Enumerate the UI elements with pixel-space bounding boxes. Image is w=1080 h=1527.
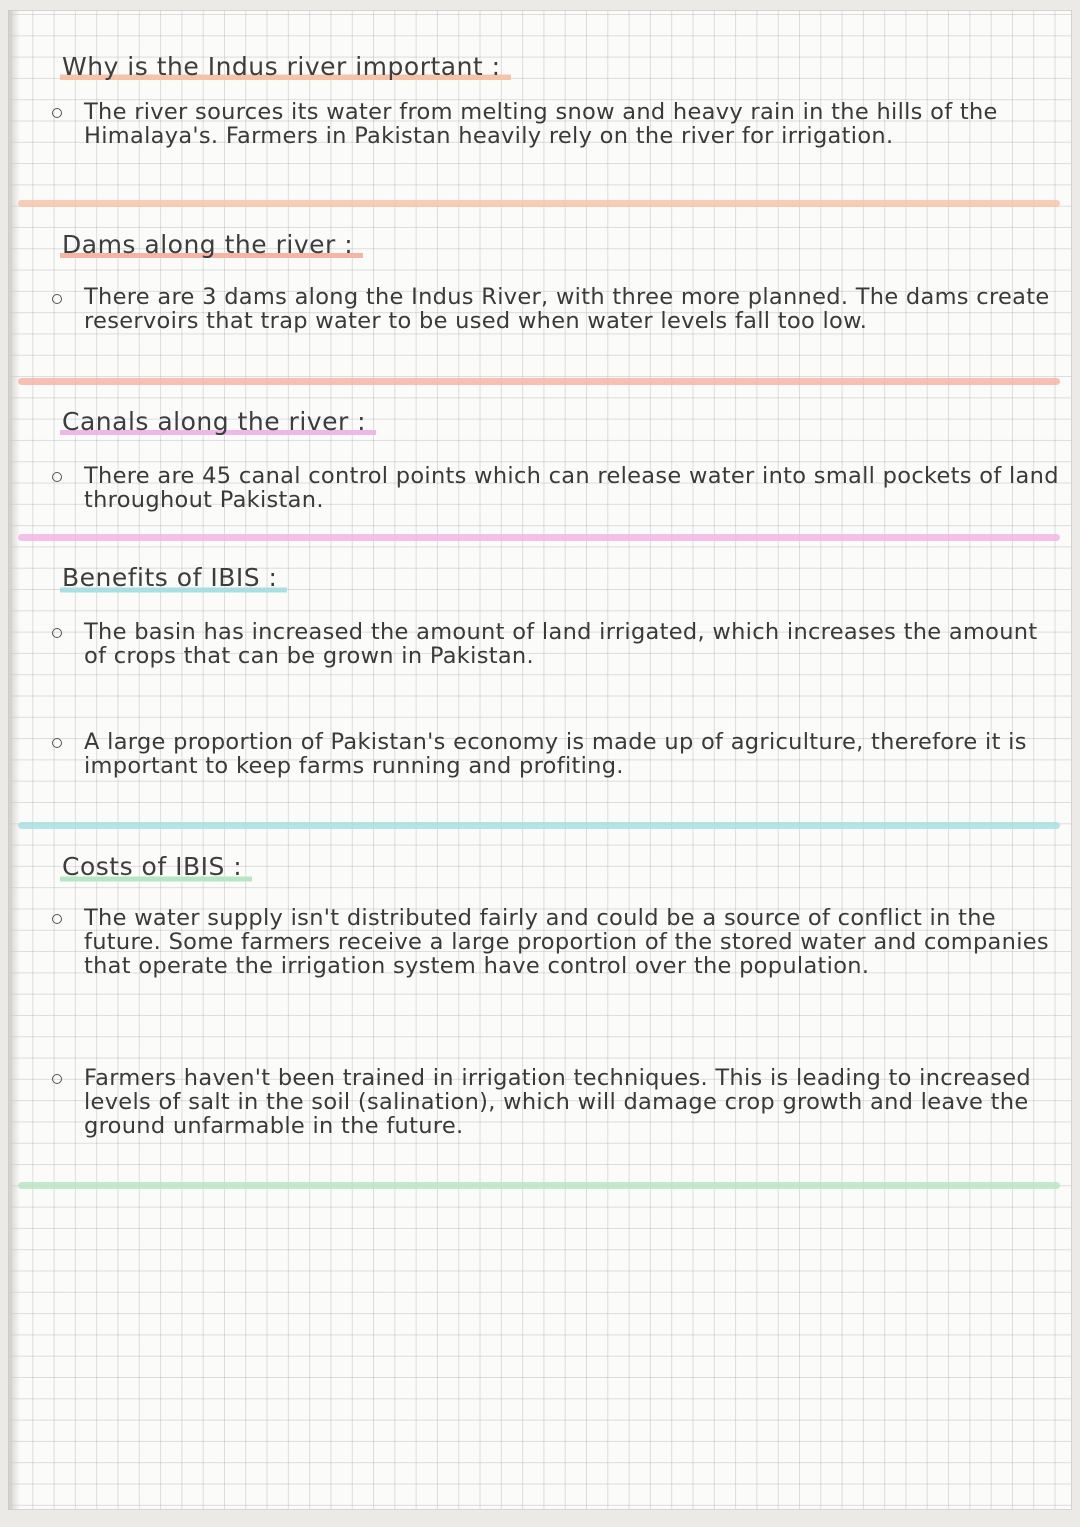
page-edge-shadow <box>8 10 20 1510</box>
bullet-dot <box>52 1074 62 1084</box>
heading-dams: Dams along the river : <box>60 230 363 262</box>
heading-indus-importance: Why is the Indus river important : <box>60 52 511 84</box>
notebook-page <box>8 10 1072 1510</box>
heading-costs: Costs of IBIS : <box>60 852 252 884</box>
heading-benefits: Benefits of IBIS : <box>60 563 287 595</box>
divider-orange <box>18 200 1060 207</box>
bullet-dot <box>52 738 62 748</box>
paragraph-canals: There are 45 canal control points which can release water into small pockets of land throughout Pakistan. <box>84 463 1059 513</box>
bullet-dot <box>52 914 62 924</box>
heading-canals: Canals along the river : <box>60 407 376 439</box>
bullet-dot <box>52 628 62 638</box>
paragraph-benefits-1: The basin has increased the amount of land irrigated, which increases the amount of crops that can be grown in Pakistan. <box>84 619 1038 669</box>
divider-pink <box>18 534 1060 541</box>
bullet-dot <box>52 294 62 304</box>
divider-teal <box>18 822 1060 829</box>
paragraph-benefits-2: A large proportion of Pakistan's economy is made up of agriculture, therefore it is important to keep farms running and profiting. <box>84 729 1027 779</box>
paragraph-costs-2: Farmers haven't been trained in irrigation techniques. This is leading to increased levels of salt in the soil (salination), which will damage crop growth and leave the ground unfarmable in the future. <box>84 1065 1031 1139</box>
paragraph-costs-1: The water supply isn't distributed fairly and could be a source of conflict in the future. Some farmers receive a large proportion of the stored water and companies that operate the irrigation system have control over the population. <box>84 905 1049 979</box>
bullet-dot <box>52 472 62 482</box>
paragraph-dams: There are 3 dams along the Indus River, with three more planned. The dams create reservoirs that trap water to be used when water levels fall too low. <box>84 284 1050 334</box>
divider-salmon <box>18 378 1060 385</box>
divider-green <box>18 1182 1060 1189</box>
paragraph-indus-importance: The river sources its water from melting snow and heavy rain in the hills of the Himalaya's. Farmers in Pakistan heavily rely on the river for irrigation. <box>84 99 998 149</box>
bullet-dot <box>52 108 62 118</box>
